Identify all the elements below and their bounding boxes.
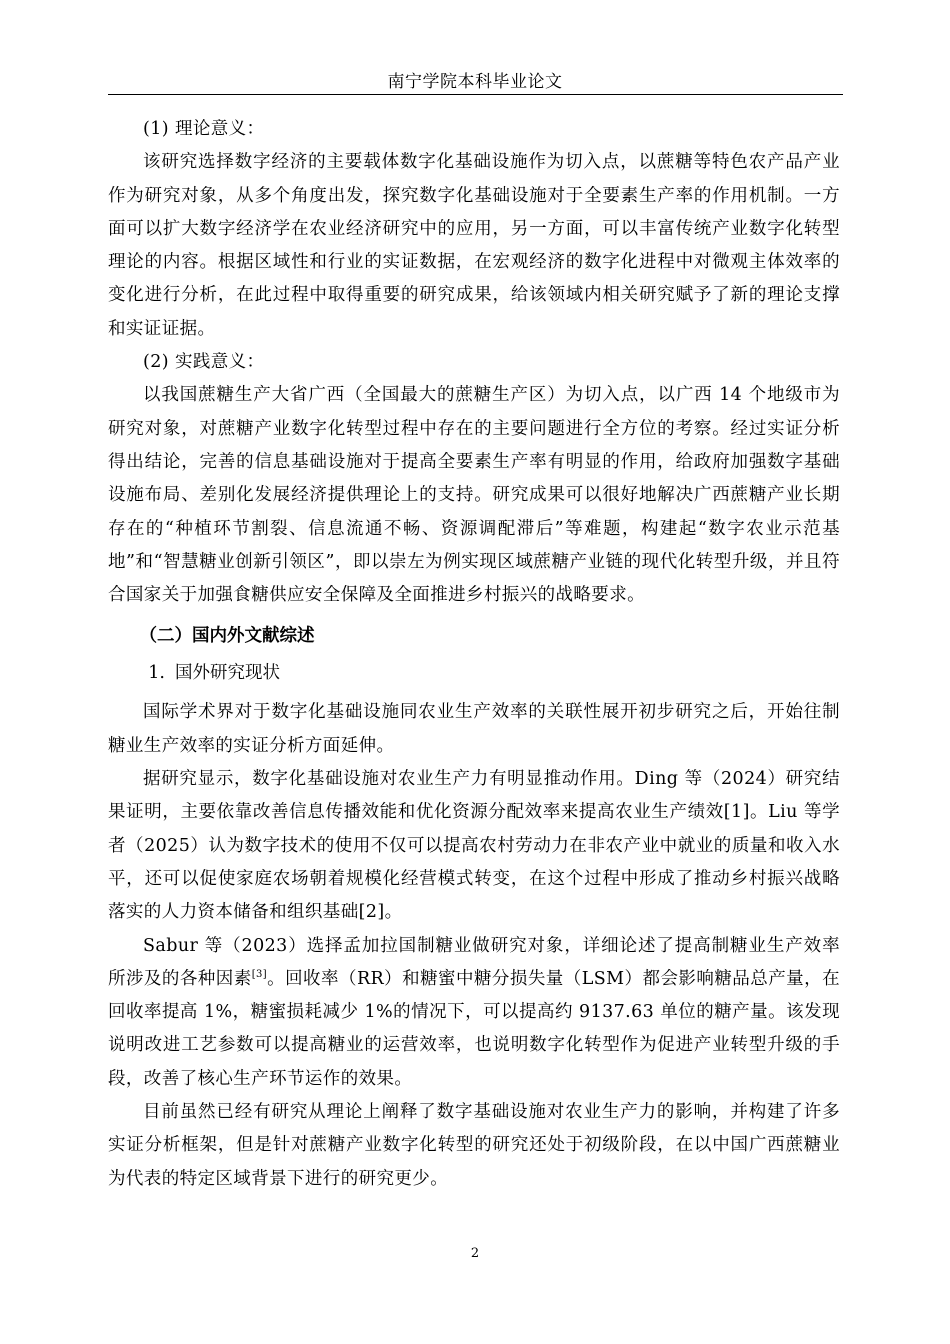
page-header: 南宁学院本科毕业论文	[387, 72, 563, 92]
citation-superscript: [3]	[251, 969, 268, 980]
paragraph-3-part-a: Sabur 等（2023）选择孟加拉国制糖业做研究对象，详细论述了提高制糖业生产效率所涉及的各种因素	[108, 935, 840, 989]
section-heading: （二）国内外文献综述	[139, 626, 315, 647]
theory-significance-paragraph: 该研究选择数字经济的主要载体数字化基础设施作为切入点，以蔗糖等特色农产品产业作为研究对象，从多个角度出发，探究数字化基础设施对于全要素生产率的作用机制。一方面可以扩大数字经济学在农业经济研究中的应用，另一方面，可以丰富传统产业数字化转型理论的内容。根据区域性和行业的实证数据，在宏观经济的数字化进程中对微观主体效率的变化进行分析，在此过程中取得重要的研究成果，给该领域内相关研究赋予了新的理论支撑和实证证据。	[108, 152, 840, 339]
literature-paragraph-4: 目前虽然已经有研究从理论上阐释了数字基础设施对农业生产力的影响，并构建了许多实证分析框架，但是针对蔗糖产业数字化转型的研究还处于初级阶段，在以中国广西蔗糖业为代表的特定区域背景下进行的研究更少。	[108, 1102, 840, 1189]
practice-significance-paragraph: 以我国蔗糖生产大省广西（全国最大的蔗糖生产区）为切入点，以广西 14 个地级市为研究对象，对蔗糖产业数字化转型过程中存在的主要问题进行全方位的考察。经过实证分析得出结论，完善的信息基础设施对于提高全要素生产率有明显的作用，给政府加强数字基础设施布局、差别化发展经济提供理论上的支持。研究成果可以很好地解决广西蔗糖产业长期存在的“种植环节割裂、信息流通不畅、资源调配滞后”等难题，构建起“数字农业示范基地”和“智慧糖业创新引领区”，即以崇左为例实现区域蔗糖产业链的现代化转型升级，并且符合国家关于加强食糖供应安全保障及全面推进乡村振兴的战略要求。	[108, 385, 840, 606]
literature-paragraph-1: 国际学术界对于数字化基础设施同农业生产效率的关联性展开初步研究之后，开始往制糖业生产效率的实证分析方面延伸。	[108, 702, 840, 756]
practice-significance-label: (2) 实践意义：	[143, 352, 265, 373]
header-divider	[108, 94, 843, 95]
page-body	[108, 113, 840, 1196]
subsection-title: 国外研究现状	[174, 663, 280, 684]
subsection-heading	[108, 656, 840, 690]
theory-significance-label: (1) 理论意义：	[143, 119, 265, 139]
subsection-number: 1.	[148, 663, 165, 684]
paragraph-3-part-b: 。回收率（RR）和糖蜜中糖分损失量（LSM）都会影响糖品总产量，在回收率提高 1%，糖蜜损耗减少 1%的情况下，可以提高约 9137.63 单位的糖产量。该发现说明改进工艺参数可以提高糖业的运营效率，也说明数字化转型作为促进产业转型升级的手段，改善了核心生产环节运作的效果。	[108, 968, 840, 1089]
literature-paragraph-3	[108, 930, 840, 1096]
literature-paragraph-2: 据研究显示，数字化基础设施对农业生产力有明显推动作用。Ding 等（2024）研究结果证明，主要依靠改善信息传播效能和优化资源分配效率来提高农业生产绩效[1]。Liu 等学者（2025）认为数字技术的使用不仅可以提高农村劳动力在非农产业中就业的质量和收入水平，还可以促使家庭农场朝着规模化经营模式转变，在这个过程中形成了推动乡村振兴战略落实的人力资本储备和组织基础[2]。	[108, 769, 840, 923]
page-number: 2	[470, 1246, 480, 1261]
